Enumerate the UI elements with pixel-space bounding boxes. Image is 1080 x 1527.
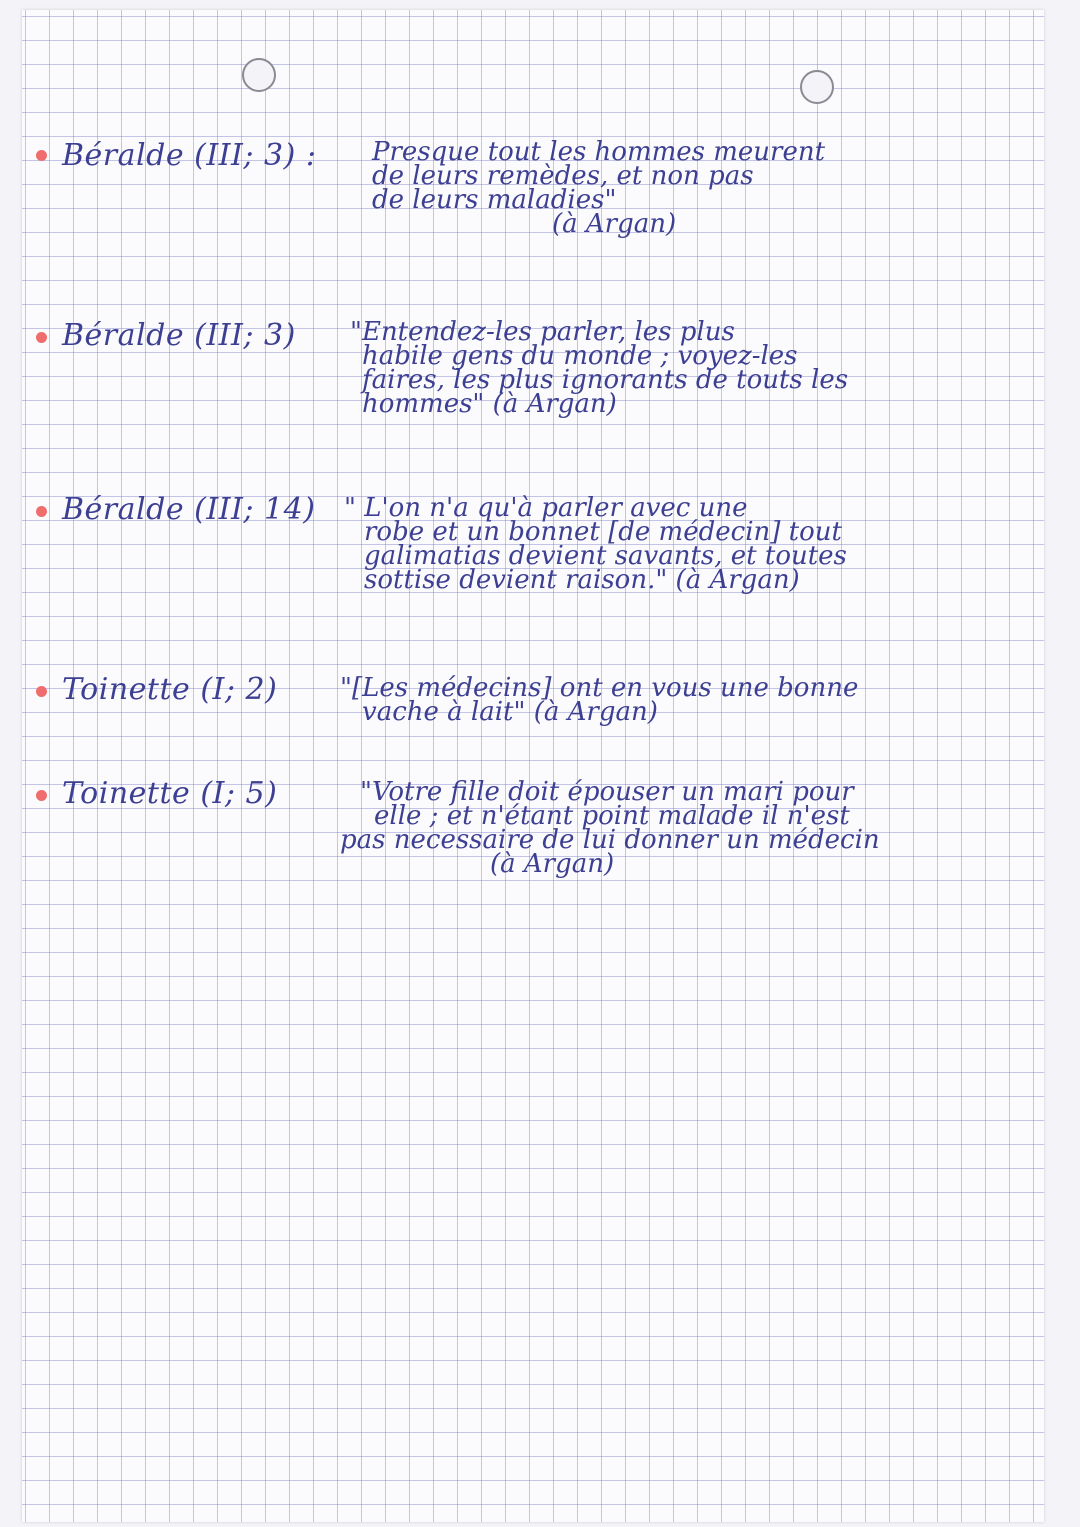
- quote-line: vache à lait" (à Argan): [362, 697, 658, 727]
- punch-hole-left: [242, 58, 276, 92]
- speaker-label: Béralde (III; 3) :: [62, 138, 317, 173]
- quote-line: "Votre fille doit épouser un mari pour: [360, 777, 854, 807]
- grid-paper-sheet: [22, 10, 1044, 1522]
- quote-line: " L'on n'a qu'à parler avec une: [344, 493, 748, 523]
- bullet-dot: [36, 686, 47, 697]
- quote-text: [342, 317, 849, 419]
- speaker-label: Béralde (III; 3): [62, 318, 296, 353]
- quote-text: [372, 137, 826, 239]
- quote-addressee: (à Argan): [552, 209, 677, 239]
- bullet-dot: [36, 332, 47, 343]
- quote-line: de leurs remèdes, et non pas: [372, 161, 754, 191]
- quote-line: sottise devient raison." (à Argan): [364, 565, 800, 595]
- quote-line: galimatias devient savants, et toutes: [364, 541, 847, 571]
- quote-addressee: (à Argan): [490, 849, 615, 879]
- bullet-dot: [36, 506, 47, 517]
- quote-line: elle ; et n'étant point malade il n'est: [374, 801, 850, 831]
- speaker-label: Toinette (I; 2): [62, 672, 278, 707]
- quote-line: hommes" (à Argan): [362, 389, 617, 419]
- quote-text: [340, 777, 880, 879]
- quote-text: [340, 673, 859, 727]
- bullet-dot: [36, 150, 47, 161]
- speaker-label: Toinette (I; 5): [62, 776, 278, 811]
- quote-text: [344, 493, 847, 595]
- quote-line: faires, les plus ignorants de touts les: [362, 365, 849, 395]
- punch-hole-right: [800, 70, 834, 104]
- quote-line: de leurs maladies": [372, 185, 617, 215]
- quote-line: Presque tout les hommes meurent: [372, 137, 826, 167]
- quote-line: habile gens du monde ; voyez-les: [362, 341, 798, 371]
- bullet-dot: [36, 790, 47, 801]
- quote-line: "[Les médecins] ont en vous une bonne: [340, 673, 859, 703]
- quote-line: "Entendez-les parler, les plus: [350, 317, 735, 347]
- quote-line: robe et un bonnet [de médecin] tout: [364, 517, 842, 547]
- speaker-label: Béralde (III; 14): [62, 492, 316, 527]
- quote-line: pas necessaire de lui donner un médecin: [340, 825, 880, 855]
